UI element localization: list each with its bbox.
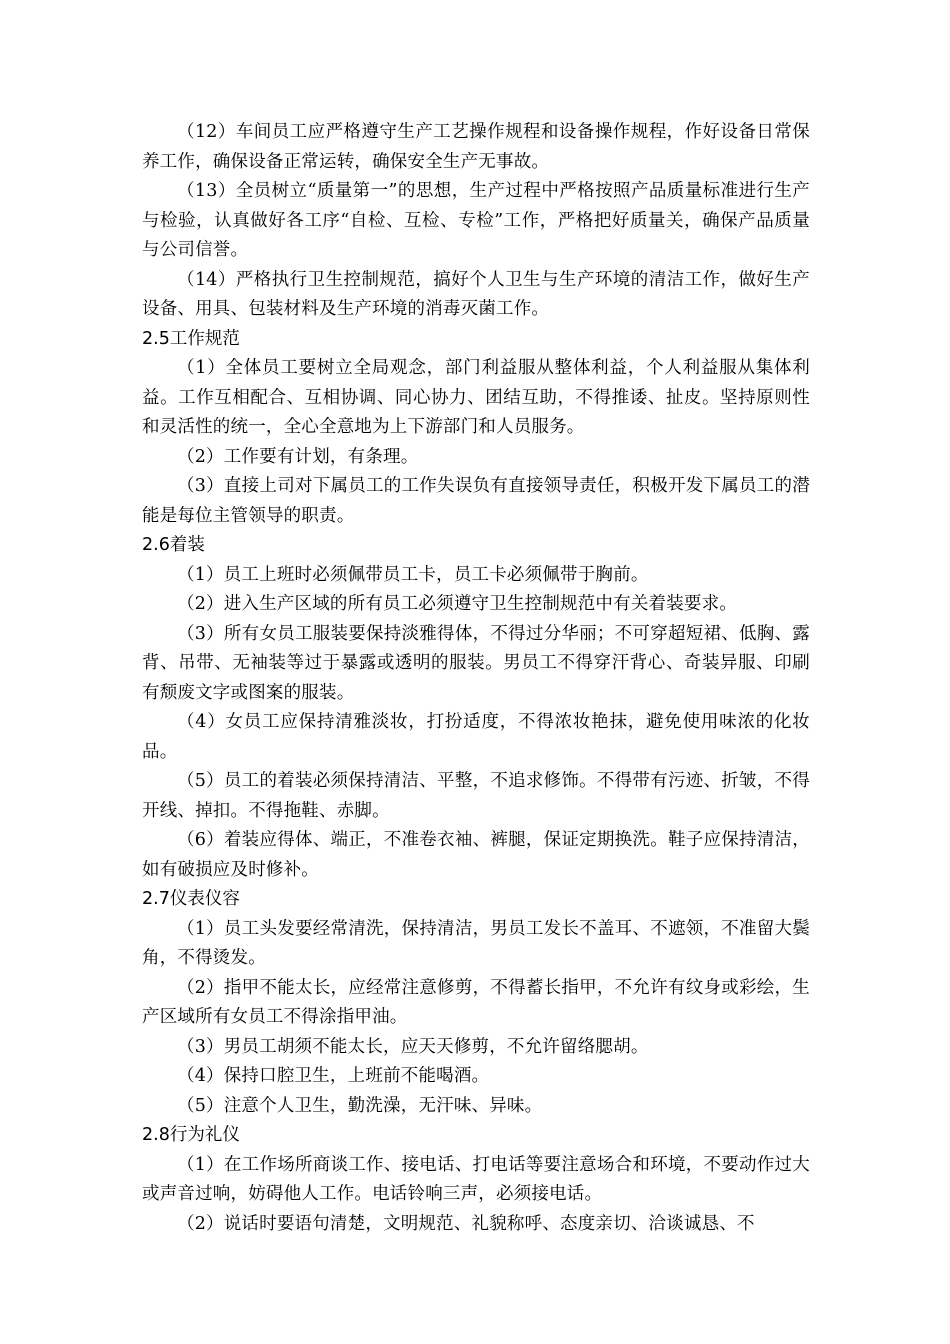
- paragraph-2-6-6: （6）着装应得体、端正，不准卷衣袖、裤腿，保证定期换洗。鞋子应保持清洁，如有破损应及时修补。: [142, 830, 810, 880]
- section-heading-2-5: 2.5工作规范: [142, 328, 240, 349]
- section-heading-2-7: 2.7仪表仪容: [142, 889, 240, 909]
- paragraph-2-5-1: （1）全体员工要树立全局观念，部门利益服从整体利益，个人利益服从集体利益。工作互相配合、互相协调、同心协力、团结互助，不得推诿、扯皮。坚持原则性和灵活性的统一，全心全意地为上下游部门和人员服务。: [142, 358, 810, 437]
- paragraph-2-7-1: （1）员工头发要经常清洗，保持清洁，男员工发长不盖耳、不遮领，不准留大鬓角，不得烫发。: [142, 918, 810, 968]
- paragraph-2-7-4: （4）保持口腔卫生，上班前不能喝酒。: [177, 1066, 490, 1086]
- paragraph-12: （12）车间员工应严格遵守生产工艺操作规程和设备操作规程，作好设备日常保养工作，确保设备正常运转，确保安全生产无事故。: [142, 122, 810, 172]
- paragraph-2-5-3: （3）直接上司对下属员工的工作失误负有直接领导责任，积极开发下属员工的潜能是每位主管领导的职责。: [142, 476, 810, 526]
- paragraph-2-6-1: （1）员工上班时必须佩带员工卡，员工卡必须佩带于胸前。: [177, 564, 649, 585]
- paragraph-13: （13）全员树立“质量第一”的思想，生产过程中严格按照产品质量标准进行生产与检验，认真做好各工序“自检、互检、专检”工作，严格把好质量关，确保产品质量与公司信誉。: [142, 181, 810, 260]
- paragraph-2-6-3: （3）所有女员工服装要保持淡雅得体，不得过分华丽；不可穿超短裙、低胸、露背、吊带、无袖装等过于暴露或透明的服装。男员工不得穿汗背心、奇装异服、印刷有颓废文字或图案的服装。: [142, 623, 810, 703]
- paragraph-2-6-4: （4）女员工应保持清雅淡妆，打扮适度，不得浓妆艳抹，避免使用味浓的化妆品。: [142, 712, 810, 762]
- paragraph-2-5-2: （2）工作要有计划，有条理。: [177, 446, 419, 467]
- paragraph-2-7-3: （3）男员工胡须不能太长，应天天修剪，不允许留络腮胡。: [177, 1036, 649, 1057]
- paragraph-2-7-2: （2）指甲不能太长，应经常注意修剪，不得蓄长指甲，不允许有纹身或彩绘，生产区域所有女员工不得涂指甲油。: [142, 977, 810, 1027]
- paragraph-2-8-2: （2）说话时要语句清楚，文明规范、礼貌称呼、态度亲切、洽谈诚恳、不: [177, 1213, 755, 1234]
- section-heading-2-8: 2.8行为礼仪: [142, 1125, 240, 1145]
- paragraph-2-6-5: （5）员工的着装必须保持清洁、平整，不追求修饰。不得带有污迹、折皱，不得开线、掉扣。不得拖鞋、赤脚。: [142, 771, 810, 821]
- paragraph-2-6-2: （2）进入生产区域的所有员工必须遵守卫生控制规范中有关着装要求。: [177, 594, 738, 614]
- paragraph-14: （14）严格执行卫生控制规范，搞好个人卫生与生产环境的清洁工作，做好生产设备、用具、包装材料及生产环境的消毒灭菌工作。: [142, 269, 810, 319]
- paragraph-2-7-5: （5）注意个人卫生，勤洗澡，无汗味、异味。: [177, 1095, 543, 1116]
- document-page: [142, 118, 810, 1239]
- paragraph-2-8-1: （1）在工作场所商谈工作、接电话、打电话等要注意场合和环境，不要动作过大或声音过响，妨碍他人工作。电话铃响三声，必须接电话。: [142, 1154, 810, 1204]
- section-heading-2-6: 2.6着装: [142, 535, 205, 555]
